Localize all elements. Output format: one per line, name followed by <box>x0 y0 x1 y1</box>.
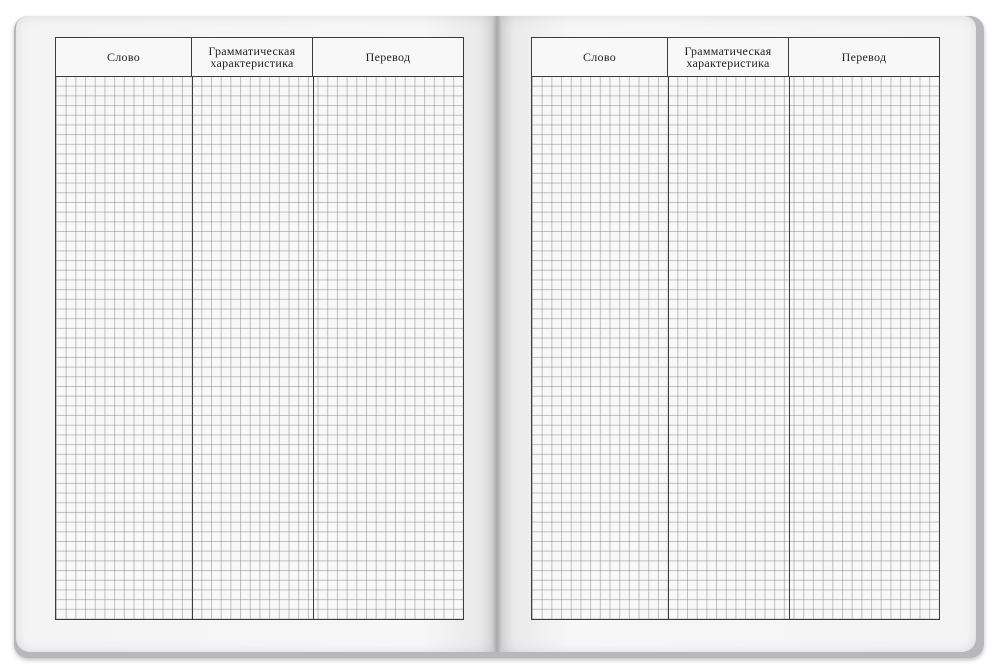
table-header <box>56 38 463 77</box>
column-divider <box>789 38 790 619</box>
vocabulary-table-right <box>531 37 940 620</box>
header-translation: Перевод <box>365 50 411 64</box>
column-divider <box>668 38 669 619</box>
column-divider <box>192 38 193 619</box>
header-grammar: Грамматическая характеристика <box>668 38 789 76</box>
book-spine-gutter <box>492 16 502 652</box>
column-divider <box>313 38 314 619</box>
grid-area <box>56 76 463 619</box>
header-word: Слово <box>532 38 668 76</box>
header-word: Слово <box>56 38 192 76</box>
header-translation: Перевод <box>841 50 887 64</box>
grid-area <box>532 76 939 619</box>
header-grammar: Грамматическая характеристика <box>192 38 313 76</box>
table-header <box>532 38 939 77</box>
vocabulary-table-left <box>55 37 464 620</box>
